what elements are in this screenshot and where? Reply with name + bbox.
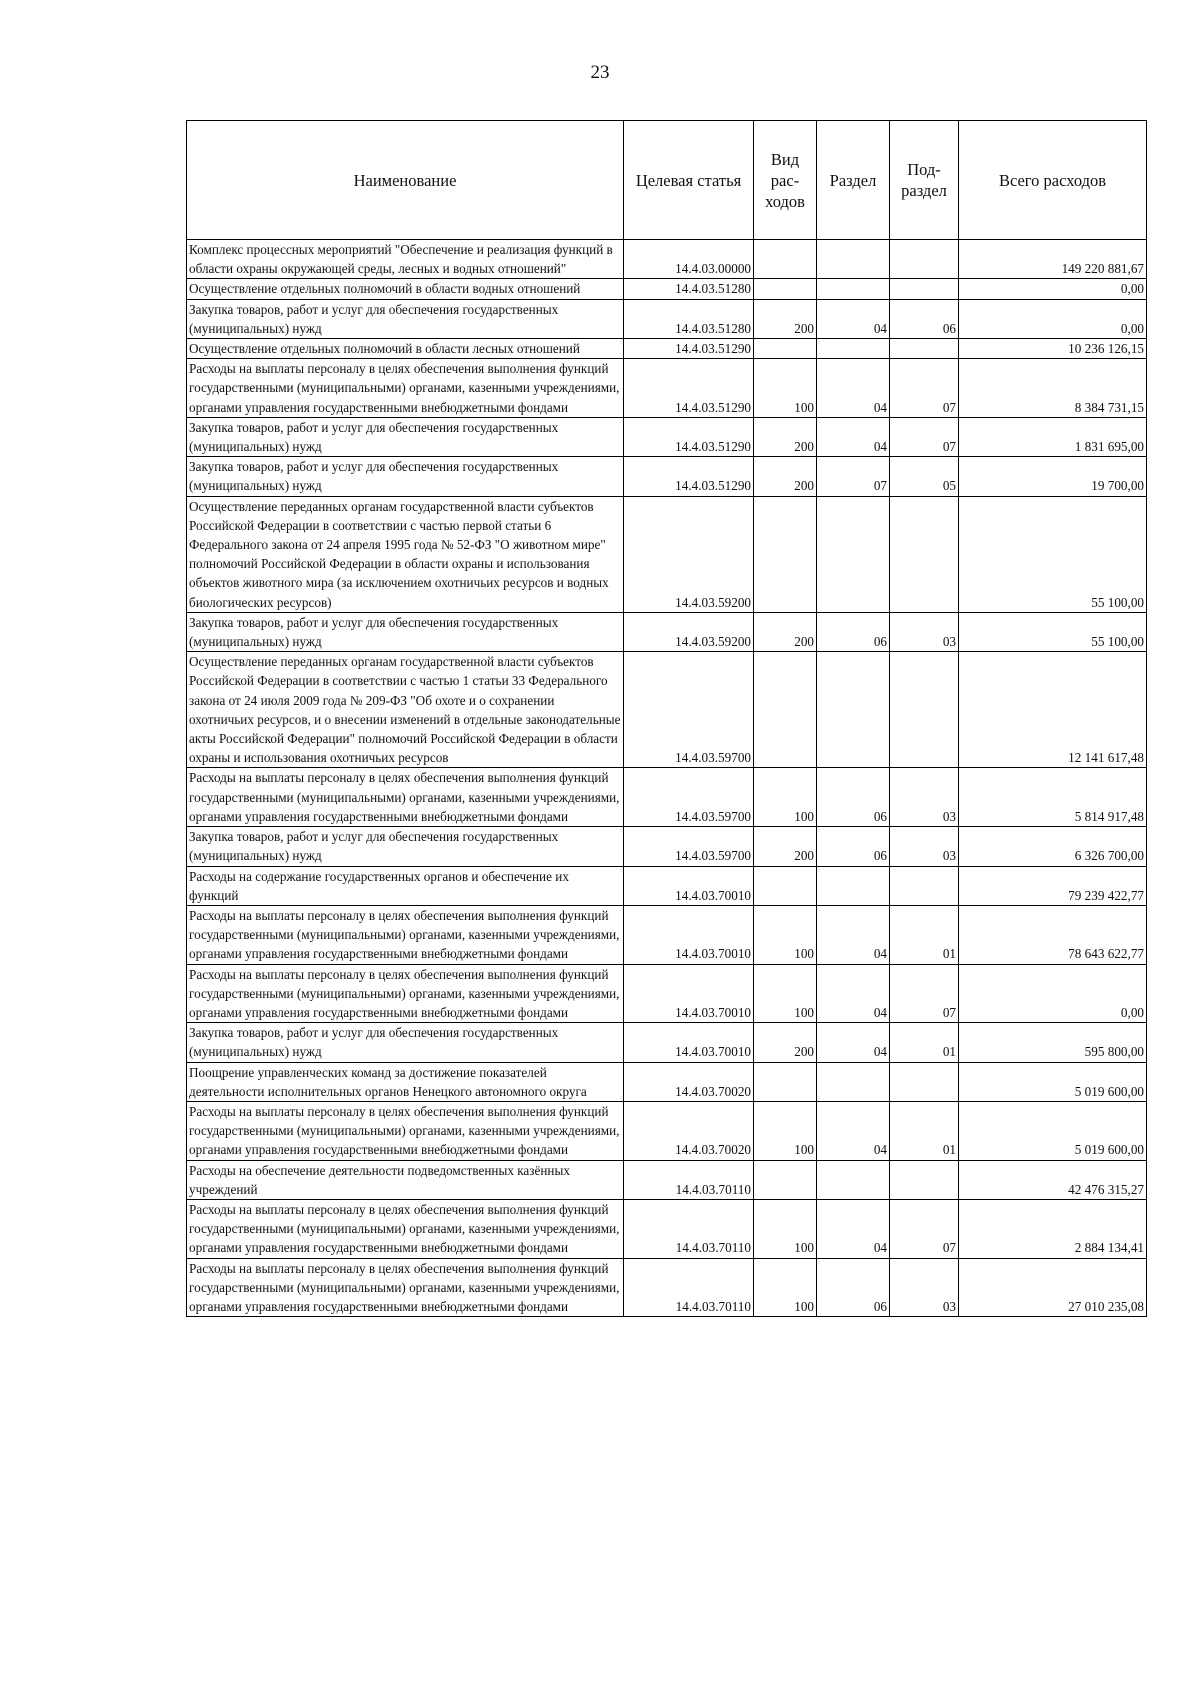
row-section bbox=[817, 339, 890, 359]
row-subsection: 01 bbox=[890, 905, 959, 964]
row-name: Расходы на выплаты персоналу в целях обеспечения выполнения функций государственными (муниципальными) органами, казенными учреждениями, органами управления государственными внебюджетными фондами bbox=[187, 1101, 624, 1160]
row-subsection: 07 bbox=[890, 417, 959, 456]
row-name: Закупка товаров, работ и услуг для обеспечения государственных (муниципальных) нужд bbox=[187, 1023, 624, 1062]
row-expense-type: 200 bbox=[754, 299, 817, 338]
table-row bbox=[187, 1062, 1147, 1101]
table-row bbox=[187, 1160, 1147, 1199]
row-total: 5 019 600,00 bbox=[959, 1062, 1147, 1101]
table-body bbox=[187, 240, 1147, 1317]
row-subsection: 07 bbox=[890, 359, 959, 418]
row-name: Осуществление переданных органам государственной власти субъектов Российской Федерации в соответствии с частью первой статьи 6 Федерального закона от 24 апреля 1995 года № 52-ФЗ "О животном мире" полномочий Российской Федерации в области охраны и использования объектов животного мира (за исключением охотничьих ресурсов и водных биологических ресурсов) bbox=[187, 496, 624, 612]
row-section bbox=[817, 496, 890, 612]
row-subsection bbox=[890, 339, 959, 359]
row-name: Комплекс процессных мероприятий "Обеспечение и реализация функций в области охраны окружающей среды, лесных и водных отношений" bbox=[187, 240, 624, 279]
row-expense-type: 200 bbox=[754, 827, 817, 866]
row-section: 04 bbox=[817, 1023, 890, 1062]
row-target-article: 14.4.03.51280 bbox=[624, 279, 754, 299]
row-expense-type bbox=[754, 339, 817, 359]
table-row bbox=[187, 1258, 1147, 1317]
row-target-article: 14.4.03.51280 bbox=[624, 299, 754, 338]
row-target-article: 14.4.03.59200 bbox=[624, 496, 754, 612]
row-section: 04 bbox=[817, 905, 890, 964]
row-name: Расходы на выплаты персоналу в целях обеспечения выполнения функций государственными (муниципальными) органами, казенными учреждениями, органами управления государственными внебюджетными фондами bbox=[187, 964, 624, 1023]
table-row bbox=[187, 339, 1147, 359]
row-section: 07 bbox=[817, 457, 890, 496]
row-section: 06 bbox=[817, 1258, 890, 1317]
row-target-article: 14.4.03.70010 bbox=[624, 905, 754, 964]
header-section: Раздел bbox=[817, 121, 890, 240]
row-section: 04 bbox=[817, 1199, 890, 1258]
row-name: Закупка товаров, работ и услуг для обеспечения государственных (муниципальных) нужд bbox=[187, 612, 624, 651]
row-target-article: 14.4.03.70010 bbox=[624, 964, 754, 1023]
row-subsection bbox=[890, 496, 959, 612]
row-subsection: 05 bbox=[890, 457, 959, 496]
row-expense-type bbox=[754, 496, 817, 612]
row-name: Закупка товаров, работ и услуг для обеспечения государственных (муниципальных) нужд bbox=[187, 457, 624, 496]
row-total: 2 884 134,41 bbox=[959, 1199, 1147, 1258]
header-name: Наименование bbox=[187, 121, 624, 240]
row-name: Расходы на выплаты персоналу в целях обеспечения выполнения функций государственными (муниципальными) органами, казенными учреждениями, органами управления государственными внебюджетными фондами bbox=[187, 1199, 624, 1258]
row-total: 0,00 bbox=[959, 299, 1147, 338]
row-target-article: 14.4.03.70020 bbox=[624, 1101, 754, 1160]
row-subsection bbox=[890, 240, 959, 279]
row-target-article: 14.4.03.59700 bbox=[624, 652, 754, 768]
table-row bbox=[187, 1101, 1147, 1160]
row-name: Закупка товаров, работ и услуг для обеспечения государственных (муниципальных) нужд bbox=[187, 299, 624, 338]
table-row bbox=[187, 496, 1147, 612]
table-row bbox=[187, 1023, 1147, 1062]
row-section: 06 bbox=[817, 612, 890, 651]
row-name: Поощрение управленческих команд за достижение показателей деятельности исполнительных органов Ненецкого автономного округа bbox=[187, 1062, 624, 1101]
table-row bbox=[187, 905, 1147, 964]
table-row bbox=[187, 417, 1147, 456]
header-expense-type: Вид рас-ходов bbox=[754, 121, 817, 240]
row-subsection: 07 bbox=[890, 964, 959, 1023]
row-target-article: 14.4.03.70020 bbox=[624, 1062, 754, 1101]
row-name: Расходы на обеспечение деятельности подведомственных казённых учреждений bbox=[187, 1160, 624, 1199]
row-expense-type: 200 bbox=[754, 457, 817, 496]
table-row bbox=[187, 359, 1147, 418]
table-row bbox=[187, 279, 1147, 299]
header-total-expenses: Всего расходов bbox=[959, 121, 1147, 240]
row-expense-type: 200 bbox=[754, 612, 817, 651]
row-total: 8 384 731,15 bbox=[959, 359, 1147, 418]
row-subsection bbox=[890, 1062, 959, 1101]
row-target-article: 14.4.03.51290 bbox=[624, 457, 754, 496]
row-total: 10 236 126,15 bbox=[959, 339, 1147, 359]
row-expense-type bbox=[754, 866, 817, 905]
row-name: Расходы на выплаты персоналу в целях обеспечения выполнения функций государственными (муниципальными) органами, казенными учреждениями, органами управления государственными внебюджетными фондами bbox=[187, 359, 624, 418]
row-total: 6 326 700,00 bbox=[959, 827, 1147, 866]
row-target-article: 14.4.03.51290 bbox=[624, 359, 754, 418]
row-section: 06 bbox=[817, 827, 890, 866]
row-expense-type: 100 bbox=[754, 905, 817, 964]
row-target-article: 14.4.03.70010 bbox=[624, 866, 754, 905]
row-expense-type: 200 bbox=[754, 417, 817, 456]
row-subsection: 06 bbox=[890, 299, 959, 338]
row-section: 04 bbox=[817, 359, 890, 418]
table-row bbox=[187, 866, 1147, 905]
row-expense-type bbox=[754, 1160, 817, 1199]
row-target-article: 14.4.03.70010 bbox=[624, 1023, 754, 1062]
row-section: 04 bbox=[817, 1101, 890, 1160]
row-expense-type bbox=[754, 1062, 817, 1101]
row-subsection bbox=[890, 866, 959, 905]
row-name: Расходы на содержание государственных органов и обеспечение их функций bbox=[187, 866, 624, 905]
row-total: 55 100,00 bbox=[959, 612, 1147, 651]
row-expense-type bbox=[754, 652, 817, 768]
row-target-article: 14.4.03.59700 bbox=[624, 768, 754, 827]
row-name: Закупка товаров, работ и услуг для обеспечения государственных (муниципальных) нужд bbox=[187, 417, 624, 456]
table-row bbox=[187, 964, 1147, 1023]
row-total: 55 100,00 bbox=[959, 496, 1147, 612]
table-row bbox=[187, 827, 1147, 866]
row-total: 149 220 881,67 bbox=[959, 240, 1147, 279]
row-name: Расходы на выплаты персоналу в целях обеспечения выполнения функций государственными (муниципальными) органами, казенными учреждениями, органами управления государственными внебюджетными фондами bbox=[187, 1258, 624, 1317]
row-target-article: 14.4.03.51290 bbox=[624, 339, 754, 359]
row-total: 19 700,00 bbox=[959, 457, 1147, 496]
row-target-article: 14.4.03.00000 bbox=[624, 240, 754, 279]
row-expense-type bbox=[754, 240, 817, 279]
row-name: Осуществление переданных органам государственной власти субъектов Российской Федерации в соответствии с частью 1 статьи 33 Федерального закона от 24 июля 2009 года № 209-ФЗ "Об охоте и о сохранении охотничьих ресурсов, и о внесении изменений в отдельные законодательные акты Российской Федерации" полномочий Российской Федерации в области охраны и использования охотничьих ресурсов bbox=[187, 652, 624, 768]
row-subsection: 01 bbox=[890, 1023, 959, 1062]
row-section bbox=[817, 240, 890, 279]
row-section: 04 bbox=[817, 417, 890, 456]
row-target-article: 14.4.03.59200 bbox=[624, 612, 754, 651]
row-subsection bbox=[890, 652, 959, 768]
table-row bbox=[187, 299, 1147, 338]
row-expense-type: 100 bbox=[754, 1199, 817, 1258]
row-section: 06 bbox=[817, 768, 890, 827]
row-total: 42 476 315,27 bbox=[959, 1160, 1147, 1199]
row-total: 0,00 bbox=[959, 964, 1147, 1023]
table-header-row bbox=[187, 121, 1147, 240]
row-subsection: 03 bbox=[890, 827, 959, 866]
row-section bbox=[817, 1062, 890, 1101]
row-total: 78 643 622,77 bbox=[959, 905, 1147, 964]
row-expense-type: 100 bbox=[754, 1101, 817, 1160]
row-subsection bbox=[890, 279, 959, 299]
row-expense-type bbox=[754, 279, 817, 299]
row-subsection: 07 bbox=[890, 1199, 959, 1258]
row-subsection: 01 bbox=[890, 1101, 959, 1160]
row-target-article: 14.4.03.70110 bbox=[624, 1258, 754, 1317]
row-section bbox=[817, 866, 890, 905]
row-name: Закупка товаров, работ и услуг для обеспечения государственных (муниципальных) нужд bbox=[187, 827, 624, 866]
row-subsection: 03 bbox=[890, 612, 959, 651]
row-total: 0,00 bbox=[959, 279, 1147, 299]
row-section bbox=[817, 652, 890, 768]
row-name: Расходы на выплаты персоналу в целях обеспечения выполнения функций государственными (муниципальными) органами, казенными учреждениями, органами управления государственными внебюджетными фондами bbox=[187, 905, 624, 964]
row-total: 12 141 617,48 bbox=[959, 652, 1147, 768]
row-expense-type: 200 bbox=[754, 1023, 817, 1062]
row-section bbox=[817, 279, 890, 299]
table-row bbox=[187, 612, 1147, 651]
row-subsection: 03 bbox=[890, 768, 959, 827]
row-total: 5 814 917,48 bbox=[959, 768, 1147, 827]
row-total: 79 239 422,77 bbox=[959, 866, 1147, 905]
row-total: 1 831 695,00 bbox=[959, 417, 1147, 456]
row-total: 595 800,00 bbox=[959, 1023, 1147, 1062]
row-section: 04 bbox=[817, 299, 890, 338]
row-name: Осуществление отдельных полномочий в области водных отношений bbox=[187, 279, 624, 299]
page-number: 23 bbox=[590, 62, 610, 83]
row-name: Расходы на выплаты персоналу в целях обеспечения выполнения функций государственными (муниципальными) органами, казенными учреждениями, органами управления государственными внебюджетными фондами bbox=[187, 768, 624, 827]
row-expense-type: 100 bbox=[754, 768, 817, 827]
row-target-article: 14.4.03.70110 bbox=[624, 1160, 754, 1199]
row-subsection: 03 bbox=[890, 1258, 959, 1317]
table-row bbox=[187, 1199, 1147, 1258]
row-expense-type: 100 bbox=[754, 359, 817, 418]
table-row bbox=[187, 768, 1147, 827]
table-row bbox=[187, 652, 1147, 768]
row-target-article: 14.4.03.59700 bbox=[624, 827, 754, 866]
row-expense-type: 100 bbox=[754, 964, 817, 1023]
row-subsection bbox=[890, 1160, 959, 1199]
row-section: 04 bbox=[817, 964, 890, 1023]
row-target-article: 14.4.03.51290 bbox=[624, 417, 754, 456]
header-target-article: Целевая статья bbox=[624, 121, 754, 240]
row-expense-type: 100 bbox=[754, 1258, 817, 1317]
table-row bbox=[187, 457, 1147, 496]
budget-expenditure-table bbox=[186, 120, 1147, 1317]
table-row bbox=[187, 240, 1147, 279]
header-subsection: Под-раздел bbox=[890, 121, 959, 240]
row-target-article: 14.4.03.70110 bbox=[624, 1199, 754, 1258]
row-name: Осуществление отдельных полномочий в области лесных отношений bbox=[187, 339, 624, 359]
row-total: 5 019 600,00 bbox=[959, 1101, 1147, 1160]
row-total: 27 010 235,08 bbox=[959, 1258, 1147, 1317]
row-section bbox=[817, 1160, 890, 1199]
